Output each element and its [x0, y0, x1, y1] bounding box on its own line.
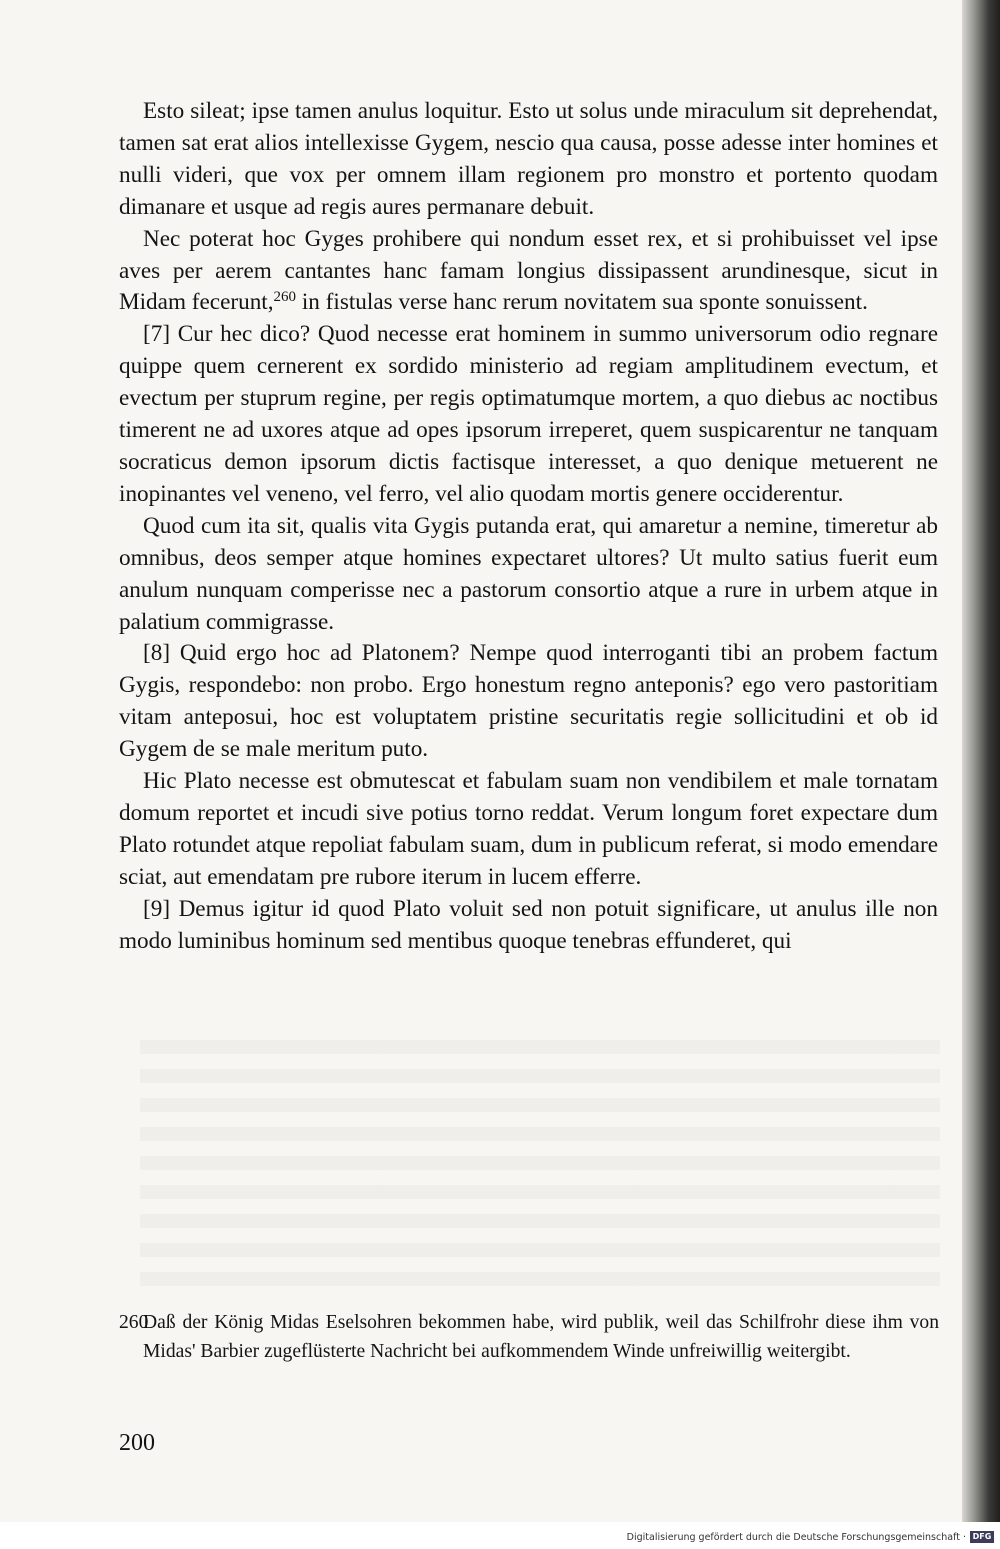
- paragraph-6: Hic Plato necesse est obmutescat et fabulam suam non vendibilem et male tornatam domum reportet et incudi sive potius torno reddat. Verum longum foret expectare dum Plato rotundet atque repoliat fabulam suam, dum in publicum referat, si modo emendare sciat, aut emendatam pre rubore iterum in lucem efferre.: [119, 768, 938, 890]
- main-text: [119, 96, 938, 957]
- paragraph-7: [9] Demus igitur id quod Plato voluit sed non potuit significare, ut anulus ille non modo luminibus hominum sed mentibus quoque tenebras effunderet, qui: [119, 895, 938, 954]
- paragraph-4: Quod cum ita sit, qualis vita Gygis putanda erat, qui amaretur a nemine, timeretur ab omnibus, deos semper atque homines expectaret ultores? Ut multo satius fuerit eum anulum nunquam comperisse nec a pastorum consortio atque a rure in urbem atque in palatium commigrasse.: [119, 512, 938, 635]
- page-edge-shadow: [962, 0, 1000, 1522]
- paragraph-2-text-before: Nec poterat hoc Gyges prohibere qui nondum esset rex, et si prohibuisset vel ipse aves per aerem cantantes hanc famam longius dissipassent arundinesque, sicut in Midam fecerunt,: [119, 225, 938, 316]
- paragraph-5: [8] Quid ergo hoc ad Platonem? Nempe quod interroganti tibi an probem factum Gygis, respondebo: non probo. Ergo honestum regno anteponis? ego vero pastoritiam vitam anteposui, hoc est voluptatem pristine securitatis regie sollicitudini et ob id Gygem de se male meritum puto.: [119, 640, 938, 763]
- footnote-text: Daß der König Midas Eselsohren bekommen habe, wird publik, weil das Schilfrohr diese ihm von Midas' Barbier zugeflüsterte Nachricht bei aufkommendem Winde unfreiwillig weitergibt.: [143, 1312, 939, 1362]
- paragraph-2-text-after: in fistulas verse hanc rerum novitatem sua sponte sonuissent.: [296, 289, 868, 316]
- dfg-logo: DFG: [970, 1531, 994, 1543]
- show-through-texture: [140, 1040, 940, 1290]
- digitization-credit: Digitalisierung gefördert durch die Deutsche Forschungsgemeinschaft ·: [626, 1532, 966, 1543]
- footnote: [119, 1309, 939, 1366]
- paragraph-3: [7] Cur hec dico? Quod necesse erat hominem in summo universorum odio regnare quippe quem cernerent ex sordido ministerio ad regiam amplitudinem evectum, et evectum per stuprum regine, per regis optimatumque mortem, a quo diebus ac noctibus timerent ne ad uxores atque ad opes ipsorum irreperet, quem suspicarentur ne tanquam socraticus demon ipsorum dictis factisque interesset, a quo denique metuerent ne inopinantes vel veneno, vel ferro, vel alio quodam mortis genere occiderentur.: [119, 321, 938, 507]
- paragraph-2: [119, 224, 938, 320]
- page-number: 200: [119, 1430, 155, 1456]
- footnote-reference: 260: [273, 289, 297, 306]
- paragraph-1: Esto sileat; ipse tamen anulus loquitur. Esto ut solus unde miraculum sit deprehendat, tamen sat erat alios intellexisse Gygem, nescio qua causa, posse adesse inter homines et nulli videri, que vox per omnem illam regionem pro monstro et portento quodam dimanare et usque ad regis aures permanare debuit.: [119, 98, 938, 220]
- footnote-number: 260: [119, 1312, 149, 1333]
